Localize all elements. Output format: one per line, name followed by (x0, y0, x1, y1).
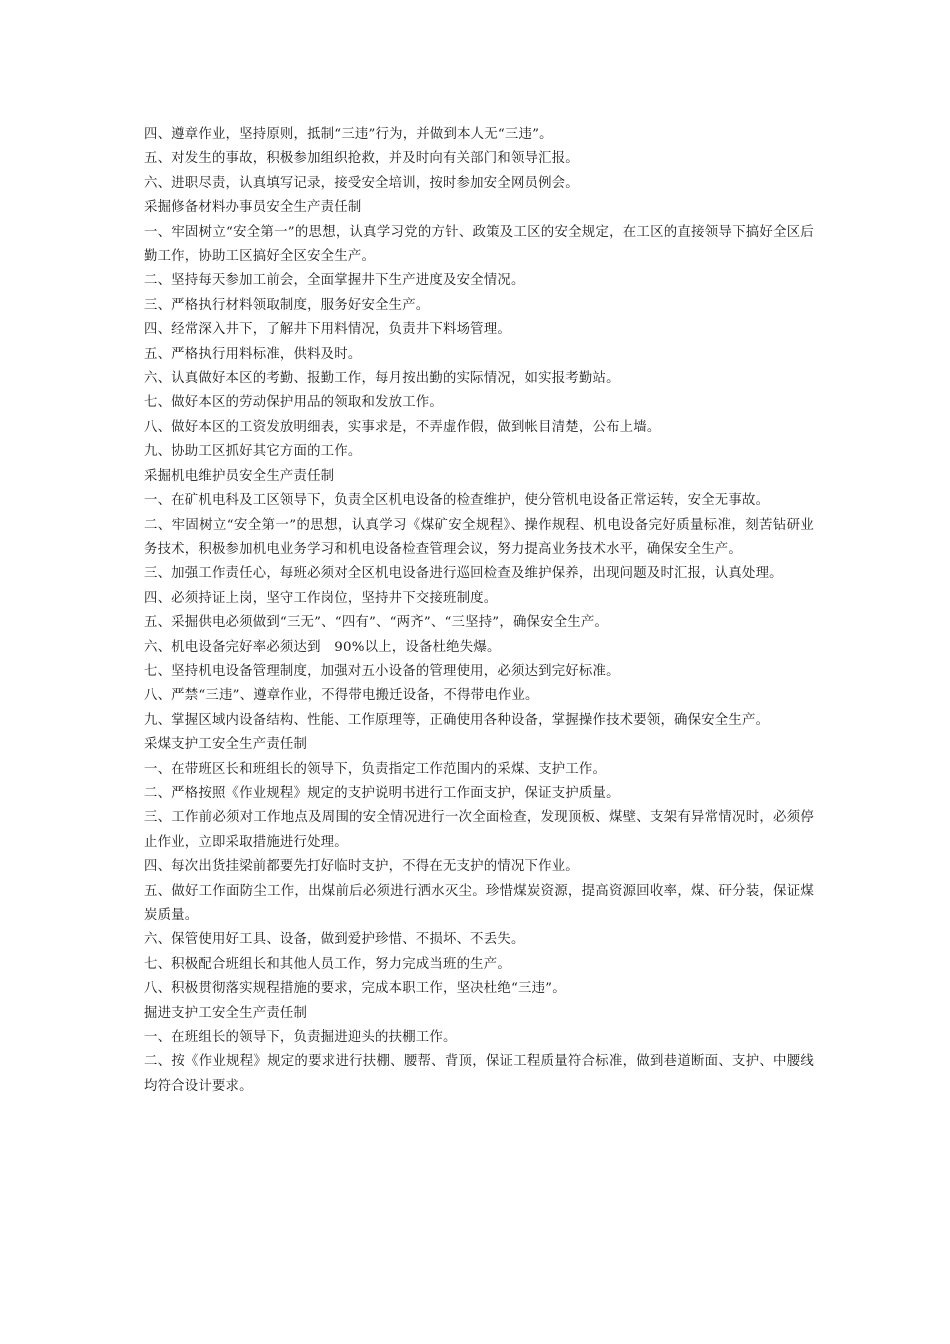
paragraph: 五、做好工作面防尘工作，出煤前后必须进行洒水灭尘。珍惜煤炭资源，提高资源回收率，煤、矸分装，保证煤炭质量。 (144, 883, 814, 923)
section-heading: 采掘机电维护员安全生产责任制 (144, 468, 335, 484)
paragraph: 六、认真做好本区的考勤、报勤工作，每月按出勤的实际情况，如实报考勤站。 (144, 371, 620, 387)
paragraph: 七、做好本区的劳动保护用品的领取和发放工作。 (144, 395, 443, 411)
paragraph: 八、严禁“三违”、遵章作业，不得带电搬迁设备，不得带电作业。 (144, 688, 539, 704)
paragraph: 四、遵章作业，坚持原则，抵制“三违”行为，并做到本人无“三违”。 (144, 127, 553, 142)
paragraph: 六、进职尽责，认真填写记录，接受安全培训，按时参加安全网员例会。 (144, 175, 579, 191)
paragraph: 四、每次出货挂梁前都要先打好临时支护，不得在无支护的情况下作业。 (144, 859, 579, 875)
paragraph: 二、按《作业规程》规定的要求进行扶棚、腰帮、背顶，保证工程质量符合标准，做到巷道断面、支护、中腰线均符合设计要求。 (144, 1054, 814, 1094)
paragraph: 一、在矿机电科及工区领导下，负责全区机电设备的检查维护，使分管机电设备正常运转，安全无事故。 (144, 493, 770, 509)
paragraph: 五、采掘供电必须做到“三无”、“四有”、“两齐”、“三坚持”，确保安全生产。 (144, 615, 609, 631)
paragraph: 二、坚持每天参加工前会，全面掌握井下生产进度及安全情况。 (144, 273, 525, 289)
section-heading: 掘进支护工安全生产责任制 (144, 1005, 308, 1021)
paragraph: 一、在班组长的领导下，负责掘进迎头的扶棚工作。 (144, 1030, 457, 1046)
paragraph: 二、严格按照《作业规程》规定的支护说明书进行工作面支护，保证支护质量。 (144, 785, 620, 801)
paragraph: 一、在带班区长和班组长的领导下，负责指定工作范围内的采煤、支护工作。 (144, 761, 607, 777)
paragraph: 三、工作前必须对工作地点及周围的安全情况进行一次全面检查，发现顶板、煤壁、支架有异常情况时，必须停止作业，立即采取措施进行处理。 (144, 810, 814, 850)
paragraph: 二、牢固树立“安全第一”的思想，认真学习《煤矿安全规程》、操作规程、机电设备完好质量标准，刻苦钻研业务技术，积极参加机电业务学习和机电设备检查管理会议，努力提高业务技术水平，确保安全生产。 (144, 517, 814, 557)
paragraph: 七、积极配合班组长和其他人员工作，努力完成当班的生产。 (144, 956, 511, 972)
paragraph: 八、积极贯彻落实规程措施的要求，完成本职工作，坚决杜绝“三违”。 (144, 981, 566, 997)
paragraph: 九、掌握区域内设备结构、性能、工作原理等，正确使用各种设备，掌握操作技术要领，确保安全生产。 (144, 712, 770, 728)
paragraph: 五、对发生的事故，积极参加组织抢救，并及时向有关部门和领导汇报。 (144, 151, 579, 167)
document-body (144, 123, 814, 1099)
paragraph: 一、牢固树立“安全第一”的思想，认真学习党的方针、政策及工区的安全规定，在工区的直接领导下搞好全区后勤工作，协助工区搞好全区安全生产。 (144, 224, 814, 265)
paragraph: 七、坚持机电设备管理制度，加强对五小设备的管理使用，必须达到完好标准。 (144, 663, 620, 679)
paragraph: 四、经常深入井下，了解井下用料情况，负责井下料场管理。 (144, 322, 511, 338)
paragraph: 六、保管使用好工具、设备，做到爱护珍惜、不损坏、不丢失。 (144, 932, 525, 948)
paragraph: 八、做好本区的工资发放明细表，实事求是，不弄虚作假，做到帐目清楚，公布上墙。 (144, 419, 661, 435)
paragraph: 九、协助工区抓好其它方面的工作。 (144, 444, 362, 460)
paragraph: 五、严格执行用料标准，供料及时。 (144, 346, 362, 362)
paragraph: 六、机电设备完好率必须达到 90%以上，设备杜绝失爆。 (144, 639, 501, 655)
section-heading: 采煤支护工安全生产责任制 (144, 737, 308, 753)
section-heading: 采掘修备材料办事员安全生产责任制 (144, 200, 362, 216)
paragraph: 四、必须持证上岗，坚守工作岗位，坚持井下交接班制度。 (144, 590, 498, 606)
paragraph: 三、加强工作责任心，每班必须对全区机电设备进行巡回检查及维护保养，出现问题及时汇报，认真处理。 (144, 566, 783, 582)
paragraph: 三、严格执行材料领取制度，服务好安全生产。 (144, 297, 430, 313)
